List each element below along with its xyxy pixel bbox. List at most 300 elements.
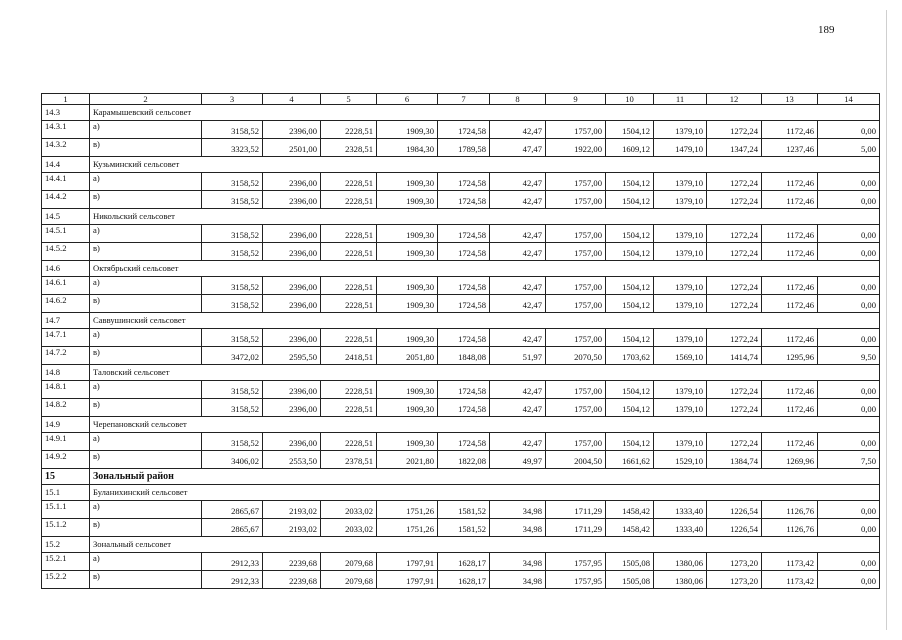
value-cell: 1661,62 (606, 451, 654, 469)
value-cell: 1569,10 (654, 347, 707, 365)
value-cell: 1504,12 (606, 399, 654, 417)
column-header-1: 1 (42, 94, 90, 105)
row-code: 14.4.2 (42, 191, 90, 209)
row-label: а) (90, 121, 202, 139)
value-cell: 2033,02 (321, 501, 377, 519)
value-cell: 42,47 (490, 191, 546, 209)
value-cell: 5,00 (818, 139, 880, 157)
value-cell: 1909,30 (377, 243, 438, 261)
value-cell: 1237,46 (762, 139, 818, 157)
value-cell: 1757,00 (546, 433, 606, 451)
column-header-7: 7 (438, 94, 490, 105)
value-cell: 1172,46 (762, 191, 818, 209)
value-cell: 1272,24 (707, 243, 762, 261)
value-cell: 1379,10 (654, 225, 707, 243)
table-row (42, 191, 880, 209)
value-cell: 2079,68 (321, 553, 377, 571)
value-cell: 49,97 (490, 451, 546, 469)
table-row (42, 329, 880, 347)
value-cell: 1724,58 (438, 433, 490, 451)
value-cell: 1757,00 (546, 191, 606, 209)
value-cell: 2865,67 (202, 519, 263, 537)
table-row (42, 295, 880, 313)
value-cell: 2595,50 (263, 347, 321, 365)
value-cell: 1272,24 (707, 225, 762, 243)
row-code: 14.7.2 (42, 347, 90, 365)
value-cell: 1757,00 (546, 295, 606, 313)
value-cell: 1504,12 (606, 121, 654, 139)
section-title: Никольский сельсовет (90, 209, 880, 225)
value-cell: 1757,00 (546, 243, 606, 261)
section-row (42, 313, 880, 329)
section-code: 15 (42, 469, 90, 485)
value-cell: 3158,52 (202, 277, 263, 295)
value-cell: 0,00 (818, 399, 880, 417)
section-code: 15.2 (42, 537, 90, 553)
value-cell: 1797,91 (377, 571, 438, 589)
column-header-8: 8 (490, 94, 546, 105)
table-row (42, 277, 880, 295)
value-cell: 1724,58 (438, 243, 490, 261)
column-header-12: 12 (707, 94, 762, 105)
section-code: 14.3 (42, 105, 90, 121)
row-label: в) (90, 191, 202, 209)
value-cell: 2004,50 (546, 451, 606, 469)
section-title: Кузьминский сельсовет (90, 157, 880, 173)
row-code: 14.9.1 (42, 433, 90, 451)
value-cell: 1479,10 (654, 139, 707, 157)
value-cell: 2193,02 (263, 501, 321, 519)
value-cell: 0,00 (818, 225, 880, 243)
section-code: 14.8 (42, 365, 90, 381)
section-title: Октябрьский сельсовет (90, 261, 880, 277)
value-cell: 1269,96 (762, 451, 818, 469)
table-row (42, 347, 880, 365)
value-cell: 42,47 (490, 295, 546, 313)
section-title: Саввушинский сельсовет (90, 313, 880, 329)
row-label: в) (90, 347, 202, 365)
value-cell: 1757,95 (546, 571, 606, 589)
value-cell: 42,47 (490, 381, 546, 399)
value-cell: 3158,52 (202, 295, 263, 313)
value-cell: 34,98 (490, 571, 546, 589)
row-code: 14.4.1 (42, 173, 90, 191)
table-row (42, 519, 880, 537)
row-code: 15.1.2 (42, 519, 90, 537)
value-cell: 1379,10 (654, 329, 707, 347)
row-label: в) (90, 295, 202, 313)
section-title: Буланихинский сельсовет (90, 485, 880, 501)
row-label: а) (90, 381, 202, 399)
value-cell: 1751,26 (377, 501, 438, 519)
section-row (42, 365, 880, 381)
value-cell: 1724,58 (438, 173, 490, 191)
value-cell: 1379,10 (654, 295, 707, 313)
value-cell: 7,50 (818, 451, 880, 469)
value-cell: 42,47 (490, 329, 546, 347)
row-label: а) (90, 173, 202, 191)
row-code: 14.8.2 (42, 399, 90, 417)
row-code: 14.3.1 (42, 121, 90, 139)
table-row (42, 501, 880, 519)
value-cell: 1272,24 (707, 433, 762, 451)
value-cell: 3323,52 (202, 139, 263, 157)
value-cell: 0,00 (818, 571, 880, 589)
value-cell: 1909,30 (377, 399, 438, 417)
row-code: 14.9.2 (42, 451, 90, 469)
column-header-13: 13 (762, 94, 818, 105)
value-cell: 34,98 (490, 501, 546, 519)
value-cell: 1505,08 (606, 553, 654, 571)
value-cell: 2396,00 (263, 329, 321, 347)
value-cell: 1504,12 (606, 295, 654, 313)
value-cell: 1126,76 (762, 501, 818, 519)
section-row (42, 537, 880, 553)
value-cell: 2228,51 (321, 121, 377, 139)
value-cell: 1379,10 (654, 121, 707, 139)
value-cell: 1922,00 (546, 139, 606, 157)
section-row (42, 209, 880, 225)
row-code: 14.6.1 (42, 277, 90, 295)
value-cell: 3158,52 (202, 329, 263, 347)
value-cell: 0,00 (818, 295, 880, 313)
value-cell: 47,47 (490, 139, 546, 157)
value-cell: 1504,12 (606, 433, 654, 451)
value-cell: 1529,10 (654, 451, 707, 469)
value-cell: 0,00 (818, 519, 880, 537)
value-cell: 2033,02 (321, 519, 377, 537)
row-label: в) (90, 139, 202, 157)
value-cell: 3406,02 (202, 451, 263, 469)
value-cell: 2501,00 (263, 139, 321, 157)
value-cell: 51,97 (490, 347, 546, 365)
value-cell: 1724,58 (438, 381, 490, 399)
value-cell: 2228,51 (321, 173, 377, 191)
value-cell: 1909,30 (377, 121, 438, 139)
table-row (42, 399, 880, 417)
section-title: Карамышевский сельсовет (90, 105, 880, 121)
value-cell: 1379,10 (654, 173, 707, 191)
value-cell: 1757,00 (546, 329, 606, 347)
value-cell: 2396,00 (263, 225, 321, 243)
value-cell: 2396,00 (263, 433, 321, 451)
row-label: а) (90, 433, 202, 451)
value-cell: 3158,52 (202, 381, 263, 399)
section-code: 14.6 (42, 261, 90, 277)
table-row (42, 243, 880, 261)
row-label: в) (90, 571, 202, 589)
value-cell: 1909,30 (377, 381, 438, 399)
value-cell: 1172,46 (762, 225, 818, 243)
value-cell: 2228,51 (321, 295, 377, 313)
value-cell: 1724,58 (438, 191, 490, 209)
value-cell: 2553,50 (263, 451, 321, 469)
value-cell: 1757,95 (546, 553, 606, 571)
row-code: 14.8.1 (42, 381, 90, 399)
value-cell: 2228,51 (321, 399, 377, 417)
value-cell: 1173,42 (762, 553, 818, 571)
column-header-4: 4 (263, 94, 321, 105)
value-cell: 1458,42 (606, 519, 654, 537)
value-cell: 1173,42 (762, 571, 818, 589)
value-cell: 3158,52 (202, 173, 263, 191)
value-cell: 1909,30 (377, 191, 438, 209)
page-edge-divider (886, 10, 887, 630)
section-row (42, 485, 880, 501)
value-cell: 2378,51 (321, 451, 377, 469)
value-cell: 3158,52 (202, 433, 263, 451)
value-cell: 1724,58 (438, 121, 490, 139)
value-cell: 1909,30 (377, 295, 438, 313)
value-cell: 1711,29 (546, 501, 606, 519)
value-cell: 9,50 (818, 347, 880, 365)
value-cell: 2328,51 (321, 139, 377, 157)
value-cell: 2228,51 (321, 433, 377, 451)
value-cell: 1724,58 (438, 295, 490, 313)
district-row (42, 469, 880, 485)
value-cell: 0,00 (818, 433, 880, 451)
value-cell: 1226,54 (707, 519, 762, 537)
value-cell: 2228,51 (321, 191, 377, 209)
value-cell: 1909,30 (377, 225, 438, 243)
table-row (42, 381, 880, 399)
value-cell: 1909,30 (377, 329, 438, 347)
value-cell: 1272,24 (707, 121, 762, 139)
value-cell: 42,47 (490, 399, 546, 417)
value-cell: 1384,74 (707, 451, 762, 469)
value-cell: 1172,46 (762, 121, 818, 139)
section-code: 14.7 (42, 313, 90, 329)
value-cell: 1711,29 (546, 519, 606, 537)
column-header-2: 2 (90, 94, 202, 105)
row-label: в) (90, 451, 202, 469)
value-cell: 2912,33 (202, 553, 263, 571)
value-cell: 1379,10 (654, 381, 707, 399)
value-cell: 1126,76 (762, 519, 818, 537)
value-cell: 1504,12 (606, 173, 654, 191)
value-cell: 1984,30 (377, 139, 438, 157)
value-cell: 1380,06 (654, 553, 707, 571)
column-header-9: 9 (546, 94, 606, 105)
value-cell: 1757,00 (546, 121, 606, 139)
value-cell: 2228,51 (321, 277, 377, 295)
value-cell: 42,47 (490, 173, 546, 191)
value-cell: 1628,17 (438, 571, 490, 589)
value-cell: 1724,58 (438, 399, 490, 417)
value-cell: 2396,00 (263, 191, 321, 209)
value-cell: 2228,51 (321, 225, 377, 243)
row-code: 14.7.1 (42, 329, 90, 347)
row-code: 15.2.2 (42, 571, 90, 589)
row-label: а) (90, 225, 202, 243)
row-code: 14.3.2 (42, 139, 90, 157)
value-cell: 1273,20 (707, 553, 762, 571)
section-code: 14.5 (42, 209, 90, 225)
value-cell: 1581,52 (438, 519, 490, 537)
row-code: 14.5.1 (42, 225, 90, 243)
table-row (42, 139, 880, 157)
section-row (42, 157, 880, 173)
value-cell: 2079,68 (321, 571, 377, 589)
value-cell: 42,47 (490, 433, 546, 451)
value-cell: 1172,46 (762, 381, 818, 399)
value-cell: 0,00 (818, 191, 880, 209)
value-cell: 1757,00 (546, 173, 606, 191)
value-cell: 1757,00 (546, 381, 606, 399)
value-cell: 42,47 (490, 277, 546, 295)
value-cell: 1504,12 (606, 381, 654, 399)
column-header-14: 14 (818, 94, 880, 105)
value-cell: 0,00 (818, 381, 880, 399)
value-cell: 2021,80 (377, 451, 438, 469)
value-cell: 34,98 (490, 553, 546, 571)
table-row (42, 121, 880, 139)
value-cell: 2239,68 (263, 553, 321, 571)
value-cell: 0,00 (818, 243, 880, 261)
value-cell: 34,98 (490, 519, 546, 537)
value-cell: 1172,46 (762, 399, 818, 417)
table-row (42, 225, 880, 243)
value-cell: 1581,52 (438, 501, 490, 519)
value-cell: 2051,80 (377, 347, 438, 365)
column-header-11: 11 (654, 94, 707, 105)
value-cell: 0,00 (818, 173, 880, 191)
value-cell: 1822,08 (438, 451, 490, 469)
table-row (42, 433, 880, 451)
value-cell: 1272,24 (707, 173, 762, 191)
value-cell: 42,47 (490, 243, 546, 261)
page-number: 189 (818, 24, 835, 36)
value-cell: 42,47 (490, 121, 546, 139)
table-row (42, 571, 880, 589)
value-cell: 1295,96 (762, 347, 818, 365)
section-title: Таловский сельсовет (90, 365, 880, 381)
row-label: в) (90, 399, 202, 417)
value-cell: 1272,24 (707, 381, 762, 399)
section-code: 14.4 (42, 157, 90, 173)
value-cell: 1724,58 (438, 277, 490, 295)
value-cell: 1272,24 (707, 329, 762, 347)
value-cell: 1379,10 (654, 191, 707, 209)
value-cell: 2396,00 (263, 121, 321, 139)
value-cell: 3158,52 (202, 243, 263, 261)
section-row (42, 417, 880, 433)
value-cell: 1414,74 (707, 347, 762, 365)
value-cell: 1272,24 (707, 277, 762, 295)
value-cell: 3158,52 (202, 399, 263, 417)
value-cell: 1172,46 (762, 433, 818, 451)
column-header-5: 5 (321, 94, 377, 105)
row-label: а) (90, 329, 202, 347)
value-cell: 1379,10 (654, 277, 707, 295)
row-code: 15.1.1 (42, 501, 90, 519)
value-cell: 1628,17 (438, 553, 490, 571)
value-cell: 0,00 (818, 553, 880, 571)
section-title: Черепановский сельсовет (90, 417, 880, 433)
value-cell: 1505,08 (606, 571, 654, 589)
value-cell: 1379,10 (654, 243, 707, 261)
value-cell: 1273,20 (707, 571, 762, 589)
value-cell: 2228,51 (321, 329, 377, 347)
value-cell: 1226,54 (707, 501, 762, 519)
section-title: Зональный район (90, 469, 880, 485)
value-cell: 1504,12 (606, 329, 654, 347)
tariff-table (41, 93, 880, 589)
value-cell: 2865,67 (202, 501, 263, 519)
value-cell: 2070,50 (546, 347, 606, 365)
value-cell: 2396,00 (263, 399, 321, 417)
value-cell: 1172,46 (762, 277, 818, 295)
value-cell: 3158,52 (202, 191, 263, 209)
value-cell: 2912,33 (202, 571, 263, 589)
table-body (42, 94, 880, 589)
value-cell: 1333,40 (654, 519, 707, 537)
value-cell: 2396,00 (263, 243, 321, 261)
section-row (42, 261, 880, 277)
value-cell: 2396,00 (263, 173, 321, 191)
table-row (42, 173, 880, 191)
value-cell: 1789,58 (438, 139, 490, 157)
value-cell: 1909,30 (377, 433, 438, 451)
row-code: 14.5.2 (42, 243, 90, 261)
section-code: 14.9 (42, 417, 90, 433)
value-cell: 1797,91 (377, 553, 438, 571)
value-cell: 1380,06 (654, 571, 707, 589)
value-cell: 1379,10 (654, 399, 707, 417)
value-cell: 1504,12 (606, 243, 654, 261)
value-cell: 1379,10 (654, 433, 707, 451)
value-cell: 1504,12 (606, 191, 654, 209)
value-cell: 2418,51 (321, 347, 377, 365)
value-cell: 1751,26 (377, 519, 438, 537)
table-row (42, 451, 880, 469)
column-header-6: 6 (377, 94, 438, 105)
row-code: 15.2.1 (42, 553, 90, 571)
value-cell: 2396,00 (263, 295, 321, 313)
value-cell: 2239,68 (263, 571, 321, 589)
value-cell: 1909,30 (377, 277, 438, 295)
value-cell: 1504,12 (606, 225, 654, 243)
value-cell: 2396,00 (263, 277, 321, 295)
value-cell: 1757,00 (546, 277, 606, 295)
value-cell: 1347,24 (707, 139, 762, 157)
value-cell: 1333,40 (654, 501, 707, 519)
value-cell: 1848,08 (438, 347, 490, 365)
value-cell: 1609,12 (606, 139, 654, 157)
value-cell: 1757,00 (546, 225, 606, 243)
row-label: а) (90, 553, 202, 571)
value-cell: 1272,24 (707, 191, 762, 209)
value-cell: 0,00 (818, 329, 880, 347)
value-cell: 1172,46 (762, 243, 818, 261)
row-label: а) (90, 501, 202, 519)
value-cell: 2396,00 (263, 381, 321, 399)
value-cell: 2193,02 (263, 519, 321, 537)
value-cell: 0,00 (818, 277, 880, 295)
section-code: 15.1 (42, 485, 90, 501)
column-header-10: 10 (606, 94, 654, 105)
header-row (42, 94, 880, 105)
value-cell: 3158,52 (202, 121, 263, 139)
value-cell: 0,00 (818, 501, 880, 519)
value-cell: 1757,00 (546, 399, 606, 417)
value-cell: 1172,46 (762, 295, 818, 313)
row-label: а) (90, 277, 202, 295)
column-header-3: 3 (202, 94, 263, 105)
value-cell: 1909,30 (377, 173, 438, 191)
value-cell: 1504,12 (606, 277, 654, 295)
value-cell: 1703,62 (606, 347, 654, 365)
